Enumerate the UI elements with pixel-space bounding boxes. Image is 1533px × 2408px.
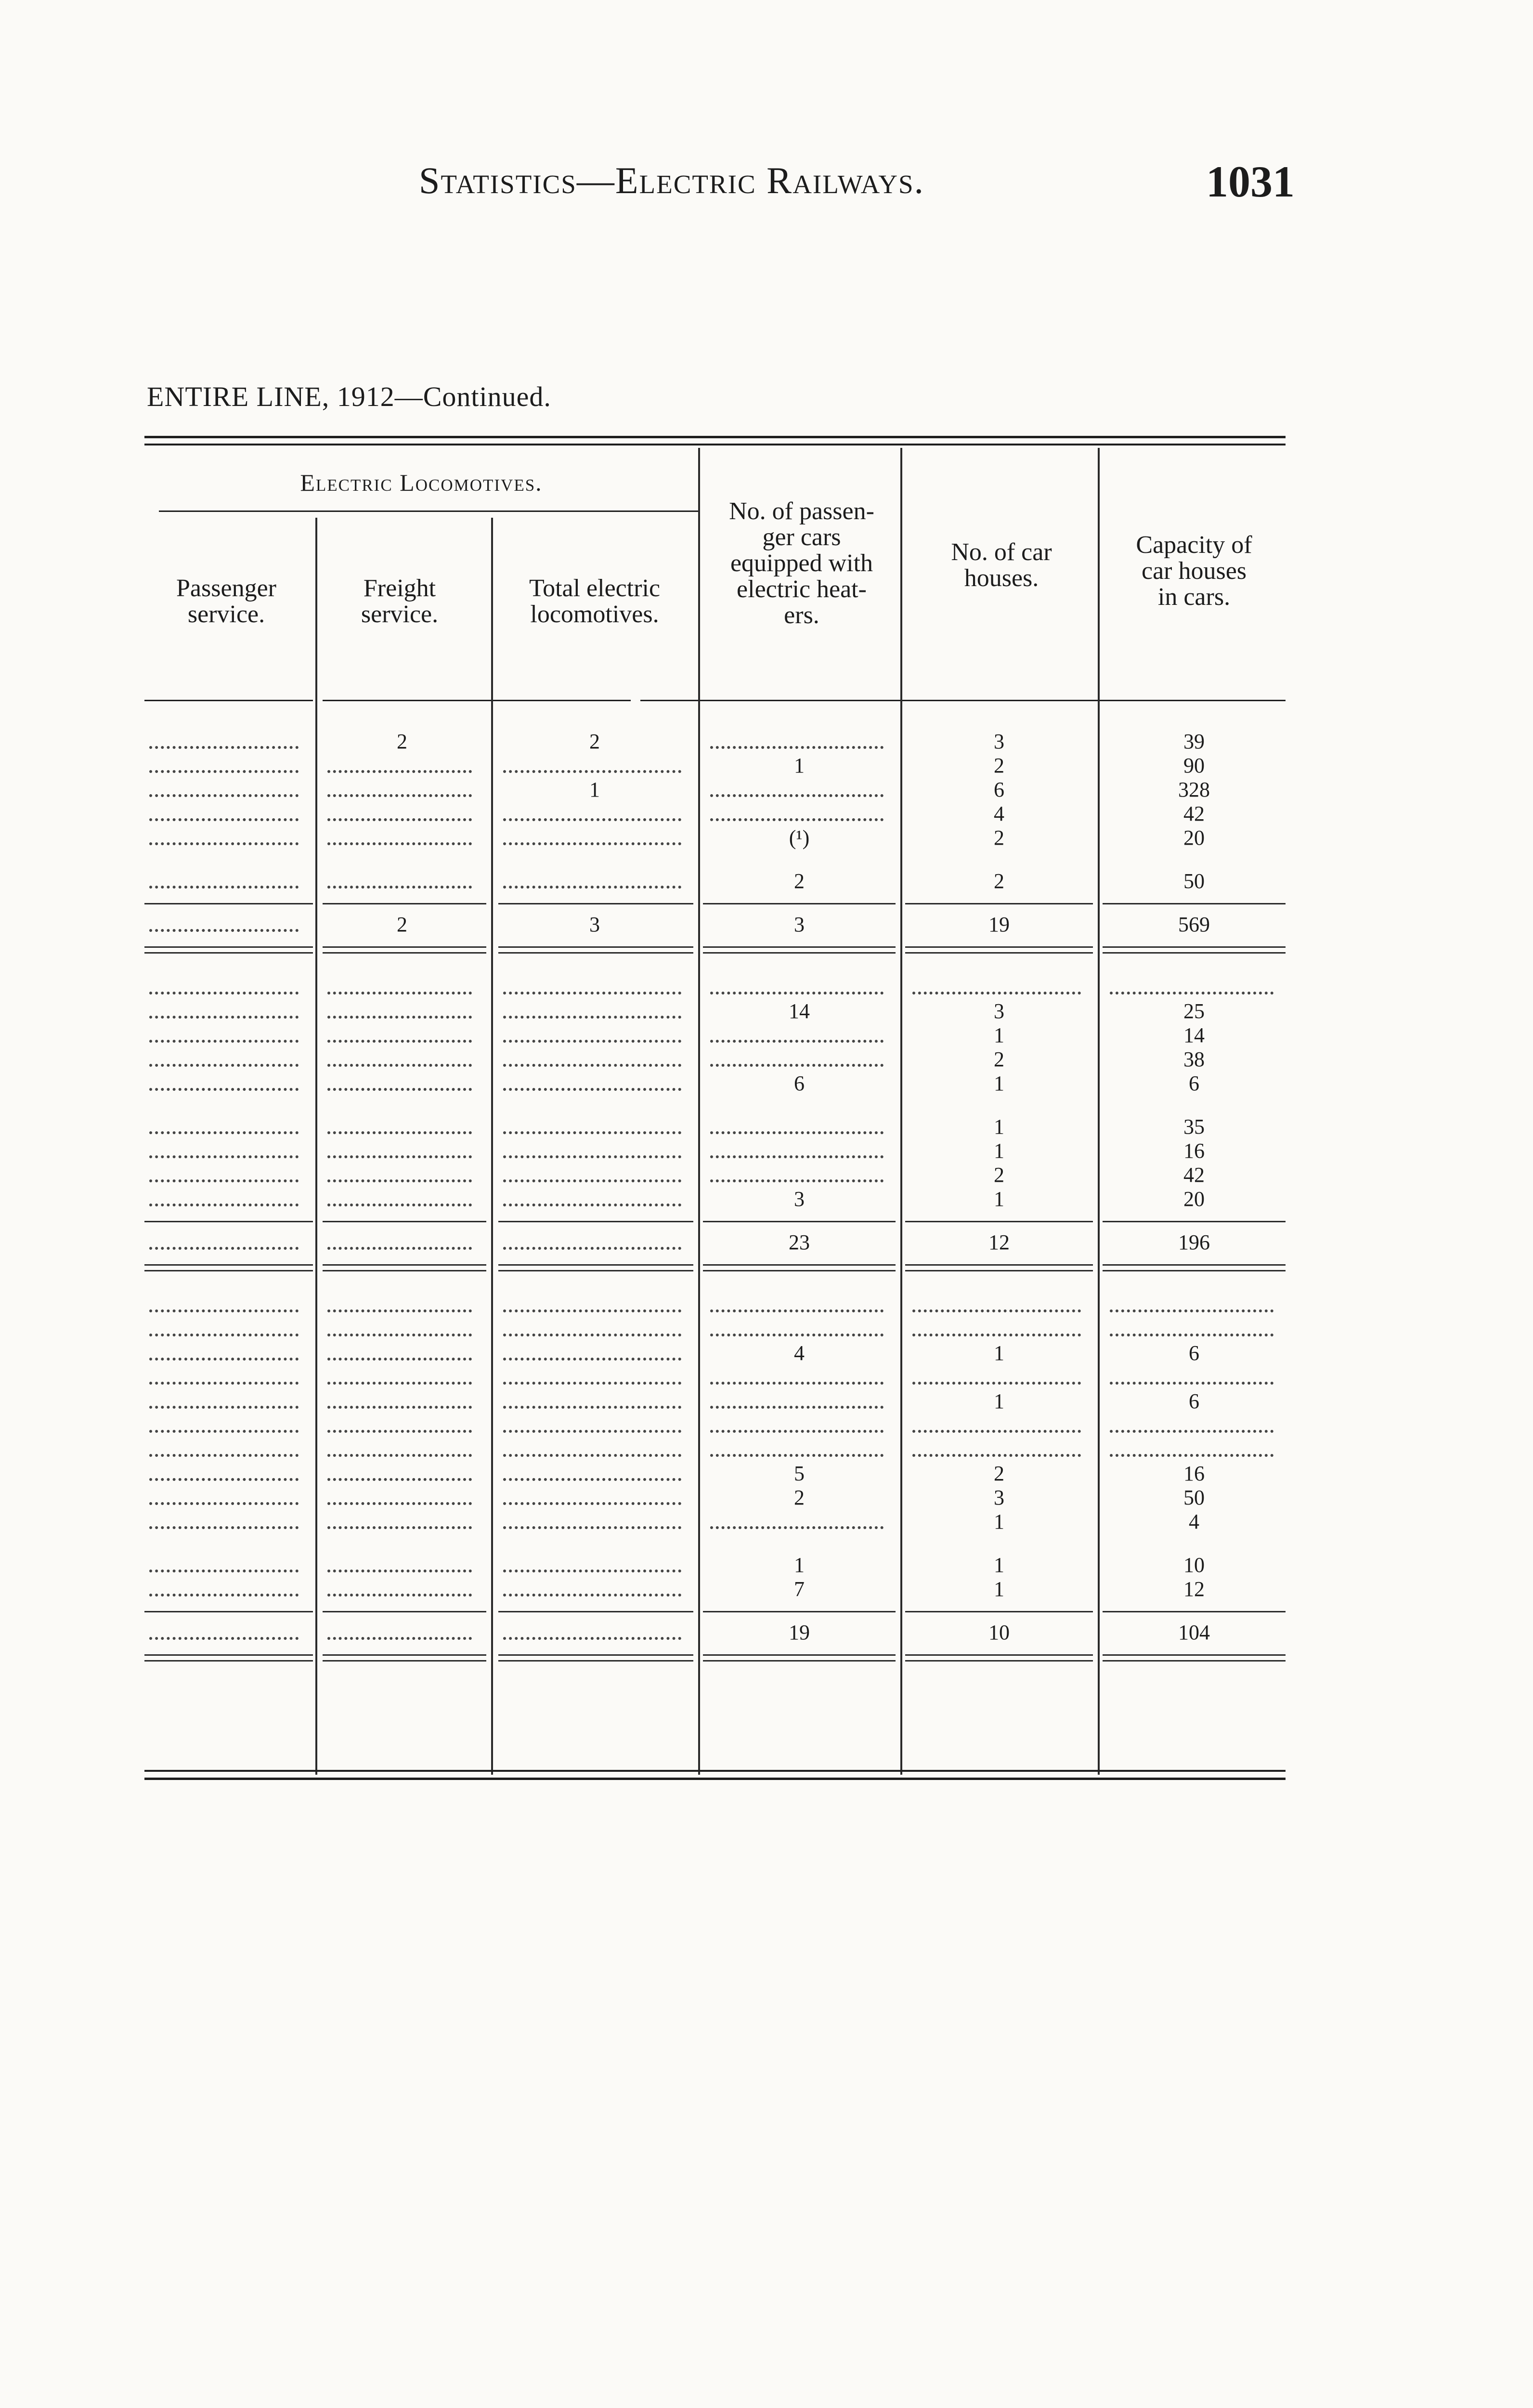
leader-dots xyxy=(503,1500,681,1505)
table-total-cell: 196 xyxy=(1178,1230,1210,1254)
table-cell: 35 xyxy=(1183,1115,1205,1139)
subtotal-rule xyxy=(144,1221,313,1222)
table-total-cell: 569 xyxy=(1178,913,1210,936)
leader-dots xyxy=(327,1428,472,1433)
section-rule xyxy=(1103,1660,1286,1662)
col-header-car-houses xyxy=(905,539,1098,591)
leader-dots xyxy=(327,1014,472,1019)
section-rule xyxy=(144,946,313,948)
section-rule xyxy=(323,952,486,954)
section-rule xyxy=(498,946,693,948)
leader-dots xyxy=(503,1356,681,1361)
table-cell: 12 xyxy=(1183,1577,1205,1601)
leader-dots xyxy=(710,1308,883,1312)
leader-dots xyxy=(912,1332,1081,1336)
leader-dots xyxy=(912,1428,1081,1433)
subtotal-rule xyxy=(905,1221,1093,1222)
leader-dots xyxy=(503,1635,681,1640)
leader-dots xyxy=(327,1245,472,1250)
table-cell: 6 xyxy=(1189,1389,1199,1413)
section-rule xyxy=(323,1264,486,1266)
col6-line-3: in cars. xyxy=(1157,583,1231,611)
leader-dots xyxy=(1110,1428,1273,1433)
leader-dots xyxy=(149,744,299,749)
table-cell: 20 xyxy=(1183,1187,1205,1211)
leader-dots xyxy=(327,792,472,797)
section-rule xyxy=(703,1264,896,1266)
leader-dots xyxy=(149,1332,299,1336)
leader-dots xyxy=(327,1404,472,1409)
leader-dots xyxy=(327,1038,472,1043)
table-cell: 2 xyxy=(794,869,805,893)
leader-dots xyxy=(503,1178,681,1182)
section-rule xyxy=(144,1270,313,1271)
table-cell: 42 xyxy=(1183,802,1205,825)
section-rule xyxy=(905,1660,1093,1662)
leader-dots xyxy=(710,1380,883,1385)
leader-dots xyxy=(149,1500,299,1505)
section-rule xyxy=(905,1654,1093,1656)
leader-dots xyxy=(327,1476,472,1481)
leader-dots xyxy=(503,1380,681,1385)
leader-dots xyxy=(503,1086,681,1091)
table-cell: 90 xyxy=(1183,754,1205,777)
leader-dots xyxy=(912,1308,1081,1312)
section-rule xyxy=(703,1654,896,1656)
leader-dots xyxy=(327,816,472,821)
leader-dots xyxy=(327,1500,472,1505)
leader-dots xyxy=(1110,1332,1273,1336)
table-cell: (¹) xyxy=(789,826,810,850)
leader-dots xyxy=(149,1635,299,1640)
leader-dots xyxy=(149,1380,299,1385)
leader-dots xyxy=(149,768,299,773)
section-rule xyxy=(703,1660,896,1662)
page-number: 1031 xyxy=(1206,157,1295,206)
section-rule xyxy=(144,1264,313,1266)
section-rule xyxy=(703,952,896,954)
leader-dots xyxy=(710,816,883,821)
table-total-cell: 3 xyxy=(794,913,805,936)
top-rule-inner xyxy=(144,444,1286,445)
section-rule xyxy=(498,1270,693,1271)
table-cell: 3 xyxy=(994,730,1004,753)
section-rule xyxy=(144,1654,313,1656)
leader-dots xyxy=(149,792,299,797)
leader-dots xyxy=(503,1129,681,1134)
leader-dots xyxy=(503,1452,681,1457)
table-cell: 1 xyxy=(994,1577,1004,1601)
table-cell: 6 xyxy=(994,778,1004,801)
leader-dots xyxy=(327,884,472,889)
leader-dots xyxy=(1110,1308,1273,1312)
leader-dots xyxy=(327,768,472,773)
section-rule xyxy=(905,1264,1093,1266)
subtotal-rule xyxy=(323,903,486,904)
leader-dots xyxy=(327,1129,472,1134)
leader-dots xyxy=(149,1404,299,1409)
table-cell: 1 xyxy=(994,1510,1004,1533)
leader-dots xyxy=(503,1038,681,1043)
table-cell: 2 xyxy=(994,754,1004,777)
table-cell: 5 xyxy=(794,1462,805,1485)
table-cell: 2 xyxy=(397,730,407,753)
subtotal-rule xyxy=(323,1221,486,1222)
table-cell: 16 xyxy=(1183,1462,1205,1485)
col4-line-2: ger cars xyxy=(762,523,841,551)
leader-dots xyxy=(912,1380,1081,1385)
leader-dots xyxy=(149,1129,299,1134)
table-cell: 10 xyxy=(1183,1553,1205,1577)
table-cell: 3 xyxy=(994,999,1004,1023)
leader-dots xyxy=(327,1592,472,1597)
col4-line-3: equipped with xyxy=(730,550,873,577)
table-total-cell: 10 xyxy=(988,1621,1010,1644)
leader-dots xyxy=(327,1062,472,1067)
leader-dots xyxy=(503,768,681,773)
leader-dots xyxy=(149,1245,299,1250)
leader-dots xyxy=(149,1308,299,1312)
leader-dots xyxy=(149,816,299,821)
leader-dots xyxy=(503,990,681,995)
table-total-cell: 23 xyxy=(789,1230,810,1254)
leader-dots xyxy=(503,1592,681,1597)
table-cell: 1 xyxy=(994,1341,1004,1365)
statistics-table xyxy=(144,436,1286,1775)
table-cell: 42 xyxy=(1183,1163,1205,1187)
leader-dots xyxy=(327,1153,472,1158)
table-cell: 38 xyxy=(1183,1047,1205,1071)
table-cell: 16 xyxy=(1183,1139,1205,1163)
table-cell: 1 xyxy=(794,1553,805,1577)
table-cell: 1 xyxy=(589,778,600,801)
table-cell: 2 xyxy=(589,730,600,753)
table-cell: 50 xyxy=(1183,1486,1205,1509)
table-cell: 6 xyxy=(1189,1072,1199,1095)
leader-dots xyxy=(149,884,299,889)
leader-dots xyxy=(503,1476,681,1481)
table-cell: 4 xyxy=(794,1341,805,1365)
leader-dots xyxy=(710,1062,883,1067)
leader-dots xyxy=(710,1428,883,1433)
leader-dots xyxy=(1110,1380,1273,1385)
leader-dots xyxy=(149,1524,299,1529)
leader-dots xyxy=(327,1202,472,1206)
section-rule xyxy=(1103,952,1286,954)
leader-dots xyxy=(912,1452,1081,1457)
leader-dots xyxy=(327,840,472,845)
section-rule xyxy=(323,1270,486,1271)
leader-dots xyxy=(149,1476,299,1481)
table-cell: 2 xyxy=(994,826,1004,850)
section-rule xyxy=(498,1654,693,1656)
section-rule xyxy=(144,1660,313,1662)
section-rule xyxy=(1103,1654,1286,1656)
subtotal-rule xyxy=(1103,1611,1286,1612)
leader-dots xyxy=(1110,990,1273,995)
leader-dots xyxy=(710,1524,883,1529)
leader-dots xyxy=(503,1153,681,1158)
leader-dots xyxy=(149,1062,299,1067)
table-cell: 7 xyxy=(794,1577,805,1601)
leader-dots xyxy=(327,1452,472,1457)
subtotal-rule xyxy=(323,1611,486,1612)
col6-line-2: car houses xyxy=(1141,557,1247,585)
leader-dots xyxy=(149,927,299,932)
table-total-cell: 104 xyxy=(1178,1621,1210,1644)
table-cell: 6 xyxy=(1189,1341,1199,1365)
col-separator-4 xyxy=(900,448,902,1775)
leader-dots xyxy=(503,1062,681,1067)
table-cell: 328 xyxy=(1178,778,1210,801)
leader-dots xyxy=(327,1568,472,1572)
table-cell: 14 xyxy=(1183,1023,1205,1047)
section-rule xyxy=(498,1264,693,1266)
table-cell: 50 xyxy=(1183,869,1205,893)
leader-dots xyxy=(503,1428,681,1433)
leader-dots xyxy=(327,1178,472,1182)
leader-dots xyxy=(1110,1452,1273,1457)
leader-dots xyxy=(149,1178,299,1182)
leader-dots xyxy=(503,884,681,889)
leader-dots xyxy=(503,816,681,821)
col-header-passenger: Passenger service. xyxy=(176,575,276,628)
leader-dots xyxy=(149,1356,299,1361)
leader-dots xyxy=(710,1178,883,1182)
table-cell: 1 xyxy=(994,1115,1004,1139)
table-cell: 6 xyxy=(794,1072,805,1095)
leader-dots xyxy=(149,1452,299,1457)
col-header-heater-cars xyxy=(703,498,900,628)
table-cell: 2 xyxy=(994,1047,1004,1071)
leader-dots xyxy=(503,840,681,845)
leader-dots xyxy=(503,1014,681,1019)
leader-dots xyxy=(503,1524,681,1529)
section-rule xyxy=(1103,946,1286,948)
leader-dots xyxy=(710,1404,883,1409)
group-header-rule xyxy=(159,510,698,512)
section-rule xyxy=(1103,1270,1286,1271)
subtotal-rule xyxy=(703,1611,896,1612)
leader-dots xyxy=(327,1332,472,1336)
bottom-rule xyxy=(144,1770,1286,1772)
section-rule xyxy=(144,952,313,954)
subtotal-rule xyxy=(498,1221,693,1222)
table-cell: 2 xyxy=(994,1462,1004,1485)
col-header-freight: Freight service. xyxy=(361,575,439,628)
leader-dots xyxy=(149,1428,299,1433)
leader-dots xyxy=(710,1153,883,1158)
section-rule xyxy=(905,1270,1093,1271)
table-total-cell: 2 xyxy=(397,913,407,936)
subtotal-rule xyxy=(905,903,1093,904)
leader-dots xyxy=(503,1568,681,1572)
col-header-total-locomotives: Total electric locomotives. xyxy=(529,575,661,628)
leader-dots xyxy=(503,1332,681,1336)
subtotal-rule xyxy=(703,903,896,904)
leader-dots xyxy=(710,1129,883,1134)
col-separator-5 xyxy=(1098,448,1100,1775)
leader-dots xyxy=(503,1202,681,1206)
leader-dots xyxy=(503,1308,681,1312)
table-cell: 1 xyxy=(994,1187,1004,1211)
section-rule xyxy=(703,1270,896,1271)
leader-dots xyxy=(710,792,883,797)
subtotal-rule xyxy=(1103,903,1286,904)
subtotal-rule xyxy=(498,903,693,904)
col5-line-2: houses. xyxy=(964,564,1039,592)
table-cell: 25 xyxy=(1183,999,1205,1023)
leader-dots xyxy=(327,1356,472,1361)
header-bottom-rule-1 xyxy=(144,700,313,701)
leader-dots xyxy=(710,1452,883,1457)
col-separator-1 xyxy=(315,518,317,1775)
table-total-cell: 3 xyxy=(589,913,600,936)
table-cell: 1 xyxy=(994,1553,1004,1577)
leader-dots xyxy=(710,1038,883,1043)
table-cell: 1 xyxy=(994,1072,1004,1095)
col-separator-3 xyxy=(698,448,700,1775)
leader-dots xyxy=(149,1038,299,1043)
table-total-cell: 19 xyxy=(988,913,1010,936)
table-cell: 2 xyxy=(794,1486,805,1509)
subtotal-rule xyxy=(1103,1221,1286,1222)
table-total-cell: 19 xyxy=(789,1621,810,1644)
leader-dots xyxy=(149,990,299,995)
electric-locomotives-header: Electric Locomotives. xyxy=(300,469,543,496)
running-title: Statistics—Electric Railways. xyxy=(419,159,925,201)
leader-dots xyxy=(327,1524,472,1529)
section-rule xyxy=(1103,1264,1286,1266)
leader-dots xyxy=(503,1404,681,1409)
table-cell: 1 xyxy=(994,1139,1004,1163)
table-cell: 3 xyxy=(794,1187,805,1211)
header-bottom-rule-2 xyxy=(323,700,631,701)
bottom-rule-outer xyxy=(144,1778,1286,1780)
col6-line-1: Capacity of xyxy=(1136,531,1252,559)
leader-dots xyxy=(149,1202,299,1206)
leader-dots xyxy=(912,990,1081,995)
table-cell: 2 xyxy=(994,869,1004,893)
table-cell: 20 xyxy=(1183,826,1205,850)
table-cell: 1 xyxy=(794,754,805,777)
leader-dots xyxy=(149,840,299,845)
table-cell: 1 xyxy=(994,1389,1004,1413)
section-rule xyxy=(323,1654,486,1656)
section-rule xyxy=(323,946,486,948)
subtotal-rule xyxy=(905,1611,1093,1612)
table-cell: 2 xyxy=(994,1163,1004,1187)
table-cell: 1 xyxy=(994,1023,1004,1047)
section-rule xyxy=(905,946,1093,948)
leader-dots xyxy=(327,1308,472,1312)
leader-dots xyxy=(149,1086,299,1091)
leader-dots xyxy=(327,1635,472,1640)
table-cell: 14 xyxy=(789,999,810,1023)
leader-dots xyxy=(710,990,883,995)
top-rule xyxy=(144,436,1286,438)
leader-dots xyxy=(327,990,472,995)
leader-dots xyxy=(327,1086,472,1091)
table-subtitle: ENTIRE LINE, 1912—Continued. xyxy=(147,381,551,412)
leader-dots xyxy=(149,1014,299,1019)
subtotal-rule xyxy=(144,1611,313,1612)
leader-dots xyxy=(710,1332,883,1336)
leader-dots xyxy=(503,1245,681,1250)
subtotal-rule xyxy=(498,1611,693,1612)
leader-dots xyxy=(327,1380,472,1385)
leader-dots xyxy=(149,1592,299,1597)
section-rule xyxy=(498,952,693,954)
table-cell: 3 xyxy=(994,1486,1004,1509)
col-header-capacity xyxy=(1103,532,1286,610)
section-rule xyxy=(703,946,896,948)
leader-dots xyxy=(710,744,883,749)
subtotal-rule xyxy=(703,1221,896,1222)
col4-line-5: ers. xyxy=(784,602,819,629)
section-rule xyxy=(905,952,1093,954)
col-separator-2 xyxy=(491,518,493,1775)
table-total-cell: 12 xyxy=(988,1230,1010,1254)
table-cell: 4 xyxy=(994,802,1004,825)
table-cell: 39 xyxy=(1183,730,1205,753)
col4-line-1: No. of passen- xyxy=(729,497,874,525)
leader-dots xyxy=(149,1568,299,1572)
section-rule xyxy=(498,1660,693,1662)
table-cell: 4 xyxy=(1189,1510,1199,1533)
section-rule xyxy=(323,1660,486,1662)
leader-dots xyxy=(149,1153,299,1158)
col5-line-1: No. of car xyxy=(951,538,1052,566)
col4-line-4: electric heat- xyxy=(737,576,867,603)
page-header xyxy=(0,159,1533,212)
subtotal-rule xyxy=(144,903,313,904)
header-bottom-rule-3 xyxy=(640,700,1286,701)
